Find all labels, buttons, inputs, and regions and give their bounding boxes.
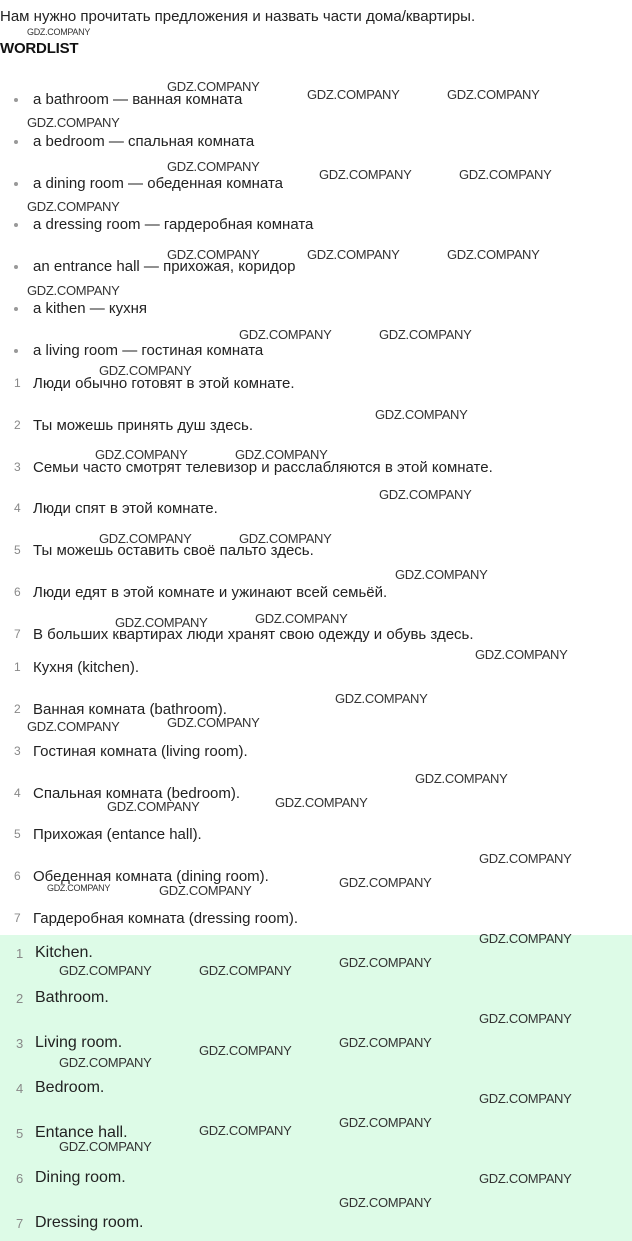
watermark: GDZ.COMPANY xyxy=(59,1055,152,1070)
bullet-icon xyxy=(14,98,18,102)
watermark: GDZ.COMPANY xyxy=(479,851,572,866)
watermark: GDZ.COMPANY xyxy=(199,963,292,978)
sentence-text: Люди обычно готовят в этой комнате. xyxy=(33,375,295,392)
wordlist-item-text: a kithen — кухня xyxy=(33,300,148,317)
bullet-icon xyxy=(14,182,18,186)
translation-text: Кухня (kitchen). xyxy=(33,659,139,676)
watermark: GDZ.COMPANY xyxy=(307,87,400,102)
watermark: GDZ.COMPANY xyxy=(479,931,572,946)
watermark: GDZ.COMPANY xyxy=(167,247,260,262)
sentence-row xyxy=(0,584,632,604)
watermark: GDZ.COMPANY xyxy=(59,963,152,978)
watermark: GDZ.COMPANY xyxy=(235,447,328,462)
translation-text: Обеденная комната (dining room). xyxy=(33,868,269,885)
wordlist-item-text: a bedroom — спальная комната xyxy=(33,133,255,150)
answer-text: Dining room. xyxy=(35,1169,126,1186)
item-number: 1 xyxy=(14,660,21,674)
watermark: GDZ.COMPANY xyxy=(27,283,120,298)
watermark: GDZ.COMPANY xyxy=(447,87,540,102)
item-number: 7 xyxy=(14,627,21,641)
item-number: 1 xyxy=(16,946,24,961)
sentence-text: Люди спят в этой комнате. xyxy=(33,500,218,517)
watermark: GDZ.COMPANY xyxy=(475,647,568,662)
watermark: GDZ.COMPANY xyxy=(379,487,472,502)
watermark: GDZ.COMPANY xyxy=(339,1035,432,1050)
wordlist-item-text: an entrance hall — прихожая, коридор xyxy=(33,258,296,275)
watermark: GDZ.COMPANY xyxy=(27,115,120,130)
answer-text: Kitchen. xyxy=(35,944,93,961)
item-number: 5 xyxy=(14,543,21,557)
item-number: 2 xyxy=(16,991,24,1006)
watermark: GDZ.COMPANY xyxy=(275,795,368,810)
watermark: GDZ.COMPANY xyxy=(307,247,400,262)
translation-text: Спальная комната (bedroom). xyxy=(33,785,241,802)
item-number: 2 xyxy=(14,702,21,716)
item-number: 2 xyxy=(14,418,21,432)
item-number: 6 xyxy=(16,1171,24,1186)
watermark: GDZ.COMPANY xyxy=(479,1171,572,1186)
sentence-text: Люди едят в этой комнате и ужинают всей семьёй. xyxy=(33,584,388,601)
watermark: GDZ.COMPANY xyxy=(99,531,192,546)
translation-row xyxy=(0,701,632,721)
watermark: GDZ.COMPANY xyxy=(379,327,472,342)
answer-row xyxy=(0,989,632,1011)
bullet-icon xyxy=(14,223,18,227)
answer-text: Bathroom. xyxy=(35,989,109,1006)
watermark: GDZ.COMPANY xyxy=(459,167,552,182)
translation-text: Ванная комната (bathroom). xyxy=(33,701,227,718)
answer-text: Living room. xyxy=(35,1034,123,1051)
watermark: GDZ.COMPANY xyxy=(239,531,332,546)
watermark: GDZ.COMPANY xyxy=(59,1139,152,1154)
wordlist-heading: WORDLIST xyxy=(0,40,79,57)
wordlist-item xyxy=(0,300,632,320)
watermark: GDZ.COMPANY xyxy=(27,199,120,214)
bullet-icon xyxy=(14,307,18,311)
item-number: 6 xyxy=(14,869,21,883)
item-number: 4 xyxy=(14,786,21,800)
watermark: GDZ.COMPANY xyxy=(339,955,432,970)
answer-text: Dressing room. xyxy=(35,1214,144,1231)
item-number: 1 xyxy=(14,376,21,390)
bullet-icon xyxy=(14,349,18,353)
item-number: 6 xyxy=(14,585,21,599)
answer-text: Bedroom. xyxy=(35,1079,105,1096)
sentence-text: Ты можешь оставить своё пальто здесь. xyxy=(33,542,314,559)
watermark: GDZ.COMPANY xyxy=(99,363,192,378)
intro-text: Нам нужно прочитать предложения и назвать части дома/квартиры. xyxy=(0,8,476,25)
wordlist-item xyxy=(0,133,632,153)
watermark: GDZ.COMPANY xyxy=(27,719,120,734)
item-number: 3 xyxy=(14,460,21,474)
sentence-row xyxy=(0,500,632,520)
translation-text: Гостиная комната (living room). xyxy=(33,743,248,760)
answer-row xyxy=(0,1214,632,1236)
answer-text: Entance hall. xyxy=(35,1124,128,1141)
watermark: GDZ.COMPANY xyxy=(339,875,432,890)
watermark: GDZ.COMPANY xyxy=(447,247,540,262)
wordlist-item-text: a dressing room — гардеробная комната xyxy=(33,216,314,233)
watermark: GDZ.COMPANY xyxy=(199,1043,292,1058)
item-number: 3 xyxy=(14,744,21,758)
item-number: 5 xyxy=(16,1126,24,1141)
watermark: GDZ.COMPANY xyxy=(107,799,200,814)
sentence-row xyxy=(0,417,632,437)
wordlist-item-text: a living room — гостиная комната xyxy=(33,342,264,359)
watermark: GDZ.COMPANY xyxy=(27,27,91,37)
watermark: GDZ.COMPANY xyxy=(167,159,260,174)
watermark: GDZ.COMPANY xyxy=(375,407,468,422)
watermark: GDZ.COMPANY xyxy=(339,1115,432,1130)
watermark: GDZ.COMPANY xyxy=(115,615,208,630)
watermark: GDZ.COMPANY xyxy=(255,611,348,626)
watermark: GDZ.COMPANY xyxy=(167,79,260,94)
translation-row xyxy=(0,910,632,930)
item-number: 4 xyxy=(16,1081,24,1096)
wordlist-item xyxy=(0,216,632,236)
bullet-icon xyxy=(14,265,18,269)
answer-row xyxy=(0,1034,632,1056)
sentence-text: В больших квартирах люди хранят свою одежду и обувь здесь. xyxy=(33,626,474,643)
watermark: GDZ.COMPANY xyxy=(415,771,508,786)
watermark: GDZ.COMPANY xyxy=(319,167,412,182)
watermark: GDZ.COMPANY xyxy=(239,327,332,342)
translation-row xyxy=(0,743,632,763)
watermark: GDZ.COMPANY xyxy=(395,567,488,582)
translation-row xyxy=(0,659,632,679)
wordlist-item xyxy=(0,342,632,362)
answer-block xyxy=(0,935,632,1241)
watermark: GDZ.COMPANY xyxy=(95,447,188,462)
watermark: GDZ.COMPANY xyxy=(47,883,111,893)
item-number: 4 xyxy=(14,501,21,515)
item-number: 7 xyxy=(16,1216,24,1231)
sentence-row xyxy=(0,626,632,646)
watermark: GDZ.COMPANY xyxy=(339,1195,432,1210)
wordlist-item-text: a dining room — обеденная комната xyxy=(33,175,284,192)
watermark: GDZ.COMPANY xyxy=(335,691,428,706)
item-number: 5 xyxy=(14,827,21,841)
sentence-row xyxy=(0,375,632,395)
item-number: 3 xyxy=(16,1036,24,1051)
watermark: GDZ.COMPANY xyxy=(479,1091,572,1106)
watermark: GDZ.COMPANY xyxy=(167,715,260,730)
translation-text: Прихожая (entance hall). xyxy=(33,826,202,843)
watermark: GDZ.COMPANY xyxy=(479,1011,572,1026)
sentence-text: Ты можешь принять душ здесь. xyxy=(33,417,254,434)
wordlist-item-text: a bathroom — ванная комната xyxy=(33,91,243,108)
item-number: 7 xyxy=(14,911,21,925)
bullet-icon xyxy=(14,140,18,144)
sentence-text: Семьи часто смотрят телевизор и расслабляются в этой комнате. xyxy=(33,459,493,476)
watermark: GDZ.COMPANY xyxy=(199,1123,292,1138)
sentence-row xyxy=(0,459,632,479)
watermark: GDZ.COMPANY xyxy=(159,883,252,898)
translation-row xyxy=(0,826,632,846)
translation-text: Гардеробная комната (dressing room). xyxy=(33,910,298,927)
